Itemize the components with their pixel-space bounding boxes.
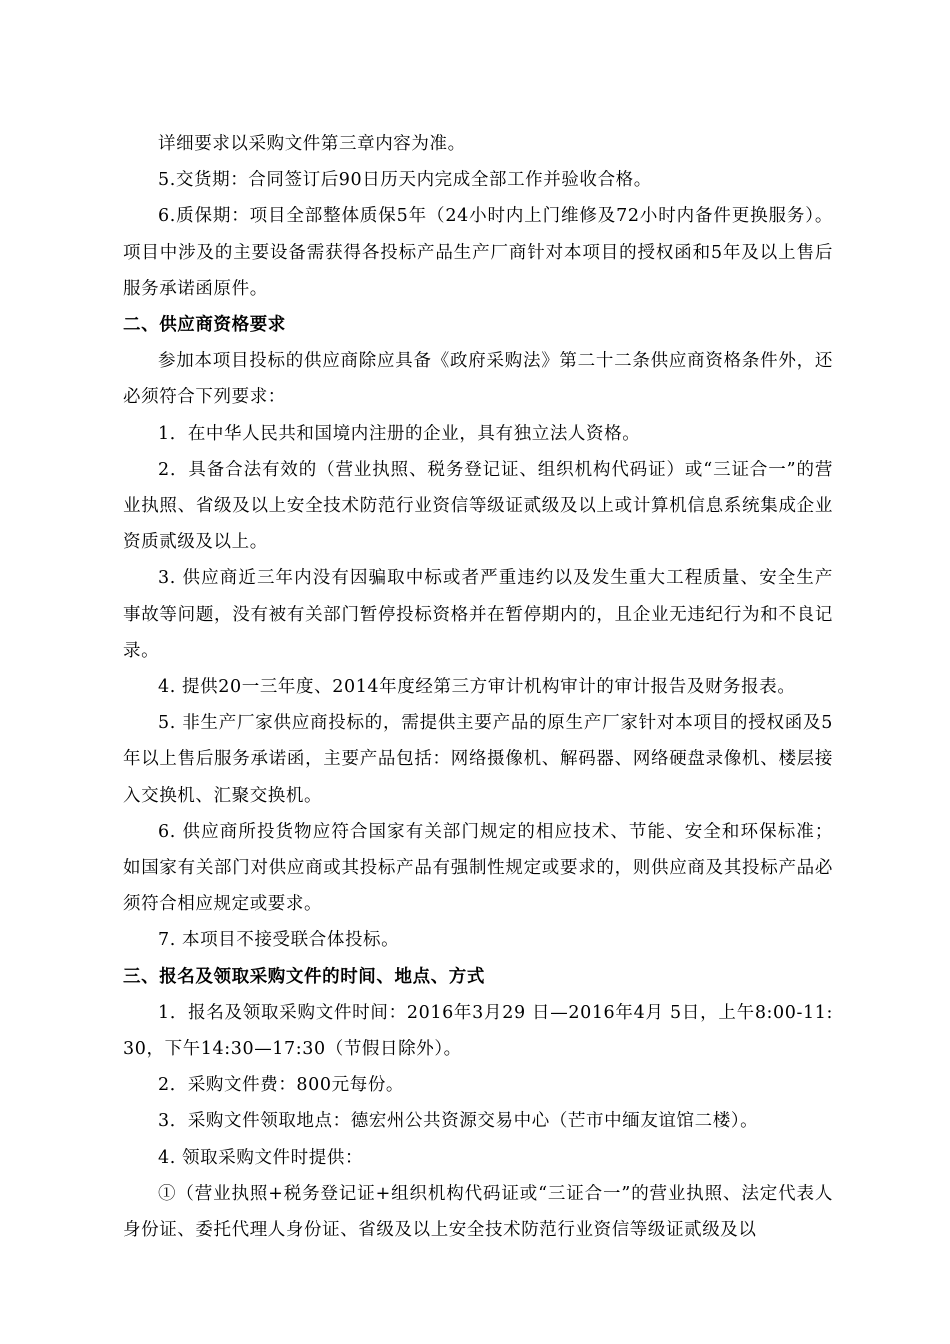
paragraph-document-location: 3．采购文件领取地点：德宏州公共资源交易中心（芒市中缅友谊馆二楼）。 [158, 1111, 759, 1132]
paragraph-requirements-ref: 详细要求以采购文件第三章内容为准。 [158, 134, 466, 154]
paragraph-document-fee: 2．采购文件费：800元每份。 [158, 1075, 405, 1096]
paragraph-qualification-7: 7. 本项目不接受联合体投标。 [158, 930, 400, 951]
paragraph-warranty-period: 6.质保期：项目全部整体质保5年（24小时内上门维修及72小时内备件更换服务）。项目中涉及的主要设备需获得各投标产品生产厂商针对本项目的授权函和5年及以上售后服务承诺函原件。 [123, 206, 833, 299]
paragraph-qualification-5: 5. 非生产厂家供应商投标的，需提供主要产品的原生产厂家针对本项目的授权函及5年以上售后服务承诺函，主要产品包括：网络摄像机、解码器、网络硬盘录像机、楼层接入交换机、汇聚交换机。 [123, 713, 833, 806]
paragraph-qualification-intro: 参加本项目投标的供应商除应具备《政府采购法》第二十二条供应商资格条件外，还必须符合下列要求： [123, 351, 833, 408]
paragraph-qualification-4: 4. 提供20一三年度、2014年度经第三方审计机构审计的审计报告及财务报表。 [158, 677, 796, 698]
section-heading-supplier-qualification: 二、供应商资格要求 [123, 315, 286, 336]
section-heading-registration: 三、报名及领取采购文件的时间、地点、方式 [123, 966, 485, 987]
paragraph-qualification-1: 1．在中华人民共和国境内注册的企业，具有独立法人资格。 [158, 423, 641, 444]
paragraph-qualification-2: 2．具备合法有效的（营业执照、税务登记证、组织机构代码证）或“三证合一”的营业执照、省级及以上安全技术防范行业资信等级证贰级及以上或计算机信息系统集成企业资质贰级及以上。 [123, 459, 833, 553]
paragraph-qualification-3: 3. 供应商近三年内没有因骗取中标或者严重违约以及发生重大工程质量、安全生产事故等问题，没有被有关部门暂停投标资格并在暂停期内的，且企业无违纪行为和不良记录。 [123, 568, 833, 661]
paragraph-materials-list: ①（营业执照+税务登记证+组织机构代码证或“三证合一”的营业执照、法定代表人身份证、委托代理人身份证、省级及以上安全技术防范行业资信等级证贰级及以 [123, 1183, 833, 1241]
document-page [123, 126, 833, 1248]
paragraph-qualification-6: 6. 供应商所投货物应符合国家有关部门规定的相应技术、节能、安全和环保标准；如国家有关部门对供应商或其投标产品有强制性规定或要求的，则供应商及其投标产品必须符合相应规定或要求。 [123, 821, 833, 915]
paragraph-registration-time: 1．报名及领取采购文件时间：2016年3月29 日—2016年4月 5日，上午8:00-11:30，下午14:30—17:30（节假日除外）。 [123, 1002, 833, 1060]
paragraph-required-materials: 4. 领取采购文件时提供： [158, 1147, 364, 1168]
paragraph-delivery-period: 5.交货期：合同签订后90日历天内完成全部工作并验收合格。 [158, 170, 652, 191]
